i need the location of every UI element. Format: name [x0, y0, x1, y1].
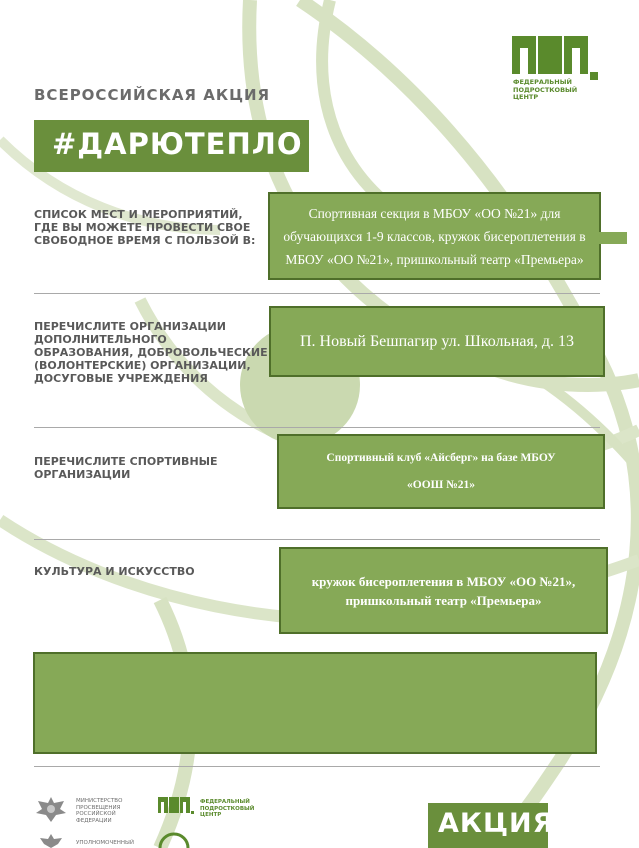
- answer-sports-line: Спортивный клуб «Айсберг» на базе МБОУ: [326, 451, 556, 464]
- eagle-emblem-icon: [34, 795, 68, 823]
- divider: [34, 766, 600, 767]
- answer-places-box: [268, 192, 601, 280]
- answer-sports-box: [277, 434, 605, 509]
- divider: [34, 427, 600, 428]
- circle-logo-icon: [156, 830, 196, 848]
- emblem-icon: [36, 832, 66, 848]
- campaign-badge-label: АКЦИЯ: [438, 808, 555, 839]
- fpc-logo-line: ПОДРОСТКОВЫЙ: [513, 85, 578, 94]
- answer-culture-text: кружок бисероплетения в МБОУ «ОО №21», пришкольный театр «Премьера»: [311, 573, 576, 608]
- answer-sports-line: «ООШ №21»: [407, 478, 475, 491]
- answer-places-text: Спортивная секция в МБОУ «ОО №21» для обучающихся 1-9 классов, кружок бисероплетения в МБОУ «ОО №21», пришкольный театр «Премьера»: [283, 205, 586, 267]
- fpc-bottom-line: ЦЕНТР: [200, 812, 222, 818]
- answer-box-tab: [597, 232, 627, 244]
- campaign-label: ВСЕРОССИЙСКАЯ АКЦИЯ: [34, 86, 271, 104]
- empty-answer-box: [33, 652, 597, 754]
- ministry-line: РОССИЙСКОЙ: [76, 811, 116, 817]
- fpc-logo-icon: [512, 36, 600, 80]
- ombudsman-text: УПОЛНОМОЧЕННЫЙ: [76, 840, 134, 846]
- question-organizations: ПЕРЕЧИСЛИТЕ ОРГАНИЗАЦИИ ДОПОЛНИТЕЛЬНОГО ОБРАЗОВАНИЯ, ДОБРОВОЛЬЧЕСКИЕ (ВОЛОНТЕРСКИЕ) ОРГАНИЗАЦИИ, ДОСУГОВЫЕ УЧРЕЖДЕНИЯ: [34, 320, 268, 385]
- divider: [34, 293, 600, 294]
- ministry-line: МИНИСТЕРСТВО: [76, 798, 123, 804]
- fpc-logo-line: ЦЕНТР: [513, 93, 539, 101]
- question-places: СПИСОК МЕСТ И МЕРОПРИЯТИЙ, ГДЕ ВЫ МОЖЕТЕ ПРОВЕСТИ СВОЕ СВОБОДНОЕ ВРЕМЯ С ПОЛЬЗОЙ В:: [34, 208, 256, 247]
- ministry-line: ФЕДЕРАЦИИ: [76, 817, 112, 824]
- question-culture: КУЛЬТУРА И ИСКУССТВО: [34, 565, 195, 578]
- answer-organizations-text: П. Новый Бешпагир ул. Школьная, д. 13: [300, 332, 574, 350]
- answer-organizations-box: [269, 306, 605, 377]
- fpc-logo-small-icon: [158, 797, 194, 815]
- fpc-bottom-line: ПОДРОСТКОВЫЙ: [200, 805, 255, 812]
- question-sports: ПЕРЕЧИСЛИТЕ СПОРТИВНЫЕ ОРГАНИЗАЦИИ: [34, 455, 218, 481]
- fpc-logo-line: ФЕДЕРАЛЬНЫЙ: [513, 78, 572, 86]
- divider: [34, 539, 600, 540]
- fpc-bottom-line: ФЕДЕРАЛЬНЫЙ: [200, 799, 250, 805]
- answer-culture-box: [279, 547, 608, 634]
- ministry-line: ПРОСВЕЩЕНИЯ: [76, 804, 121, 811]
- hashtag-title: #ДАРЮТЕПЛО: [52, 127, 303, 161]
